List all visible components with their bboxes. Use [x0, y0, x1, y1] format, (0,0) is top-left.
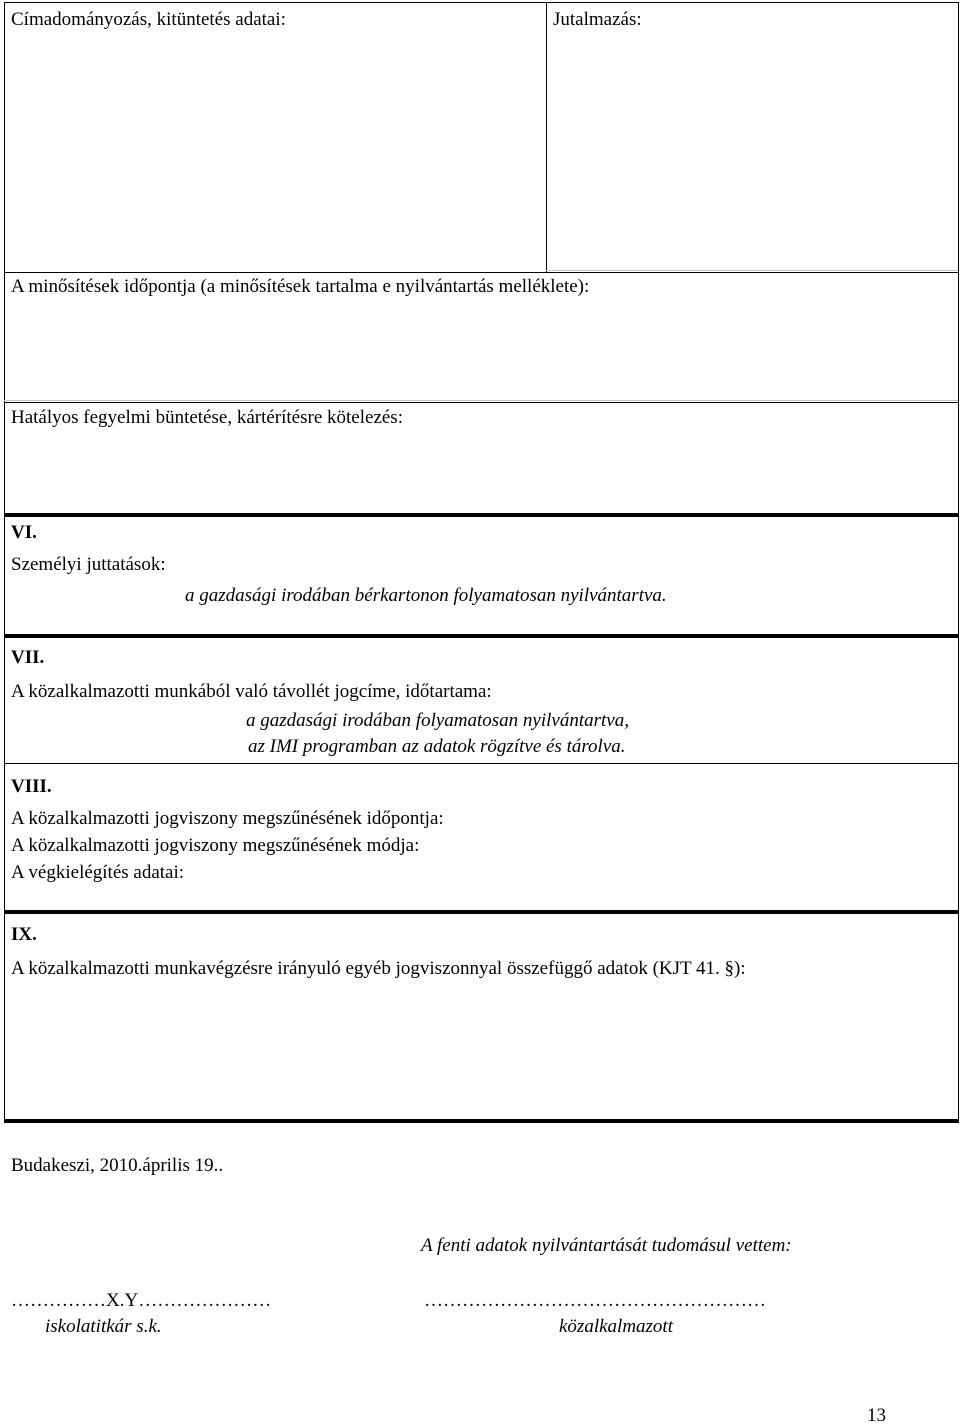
- section-viii-line-1: A közalkalmazotti jogviszony megszűnésének időpontja:: [11, 808, 444, 829]
- section-vii-top-rule: [4, 634, 959, 638]
- box-left-border: [4, 2, 5, 517]
- row-divider-2: [4, 402, 958, 403]
- section-ix-right-border: [958, 914, 959, 1122]
- left-signature-line: ……………X.Y…………………: [11, 1290, 272, 1311]
- section-viii-line-2: A közalkalmazotti jogviszony megszűnésének módja:: [11, 835, 420, 856]
- page-number: 13: [867, 1405, 886, 1426]
- section-vii-note-2: az IMI programban az adatok rögzítve és tárolva.: [248, 736, 626, 757]
- box-right-border: [958, 2, 959, 517]
- section-ix-top-rule: [4, 910, 959, 914]
- section-vi-left-border: [4, 517, 5, 637]
- section-ix-label: A közalkalmazotti munkavégzésre irányuló egyéb jogviszonnyal összefüggő adatok (KJT 41. §):: [11, 958, 746, 979]
- ratings-label: A minősítések időpontja (a minősítések tartalma e nyilvántartás melléklete):: [11, 276, 590, 297]
- section-ix-number: IX.: [11, 924, 37, 945]
- place-date: Budakeszi, 2010.április 19..: [11, 1155, 224, 1176]
- right-signature-title: közalkalmazott: [559, 1316, 673, 1337]
- row-divider-1: [4, 272, 958, 273]
- box-top-border: [4, 2, 958, 3]
- section-vi-label: Személyi juttatások:: [11, 554, 166, 575]
- section-viii-number: VIII.: [11, 776, 52, 797]
- cell-divider: [546, 2, 547, 272]
- acknowledgement-text: A fenti adatok nyilvántartását tudomásul vettem:: [421, 1235, 792, 1256]
- section-vii-left-border: [4, 638, 5, 763]
- gray-edge-2: [4, 400, 958, 401]
- section-ix-left-border: [4, 914, 5, 1122]
- gray-edge-1: [546, 270, 958, 271]
- discipline-label: Hatályos fegyelmi büntetése, kártérítésre kötelezés:: [11, 407, 403, 428]
- section-ix-bottom-rule: [4, 1119, 959, 1123]
- section-viii-right-border: [958, 763, 959, 913]
- awards-label: Címadományozás, kitüntetés adatai:: [11, 9, 286, 30]
- section-vii-bottom-rule: [4, 763, 959, 764]
- left-signature-title: iskolatitkár s.k.: [45, 1316, 162, 1337]
- right-signature-line: ………………………………………………: [424, 1290, 766, 1311]
- section-viii-line-3: A végkielégítés adatai:: [11, 862, 185, 883]
- section-vi-top-rule: [4, 513, 959, 517]
- section-vi-right-border: [958, 517, 959, 637]
- section-vii-right-border: [958, 638, 959, 763]
- section-vii-number: VII.: [11, 647, 45, 668]
- rewards-label: Jutalmazás:: [553, 9, 642, 30]
- section-vi-note: a gazdasági irodában bérkartonon folyamatosan nyilvántartva.: [185, 585, 667, 606]
- section-viii-left-border: [4, 763, 5, 913]
- section-vii-note-1: a gazdasági irodában folyamatosan nyilvántartva,: [246, 710, 629, 731]
- section-vii-label: A közalkalmazotti munkából való távollét jogcíme, időtartama:: [11, 681, 492, 702]
- section-vi-number: VI.: [11, 522, 37, 543]
